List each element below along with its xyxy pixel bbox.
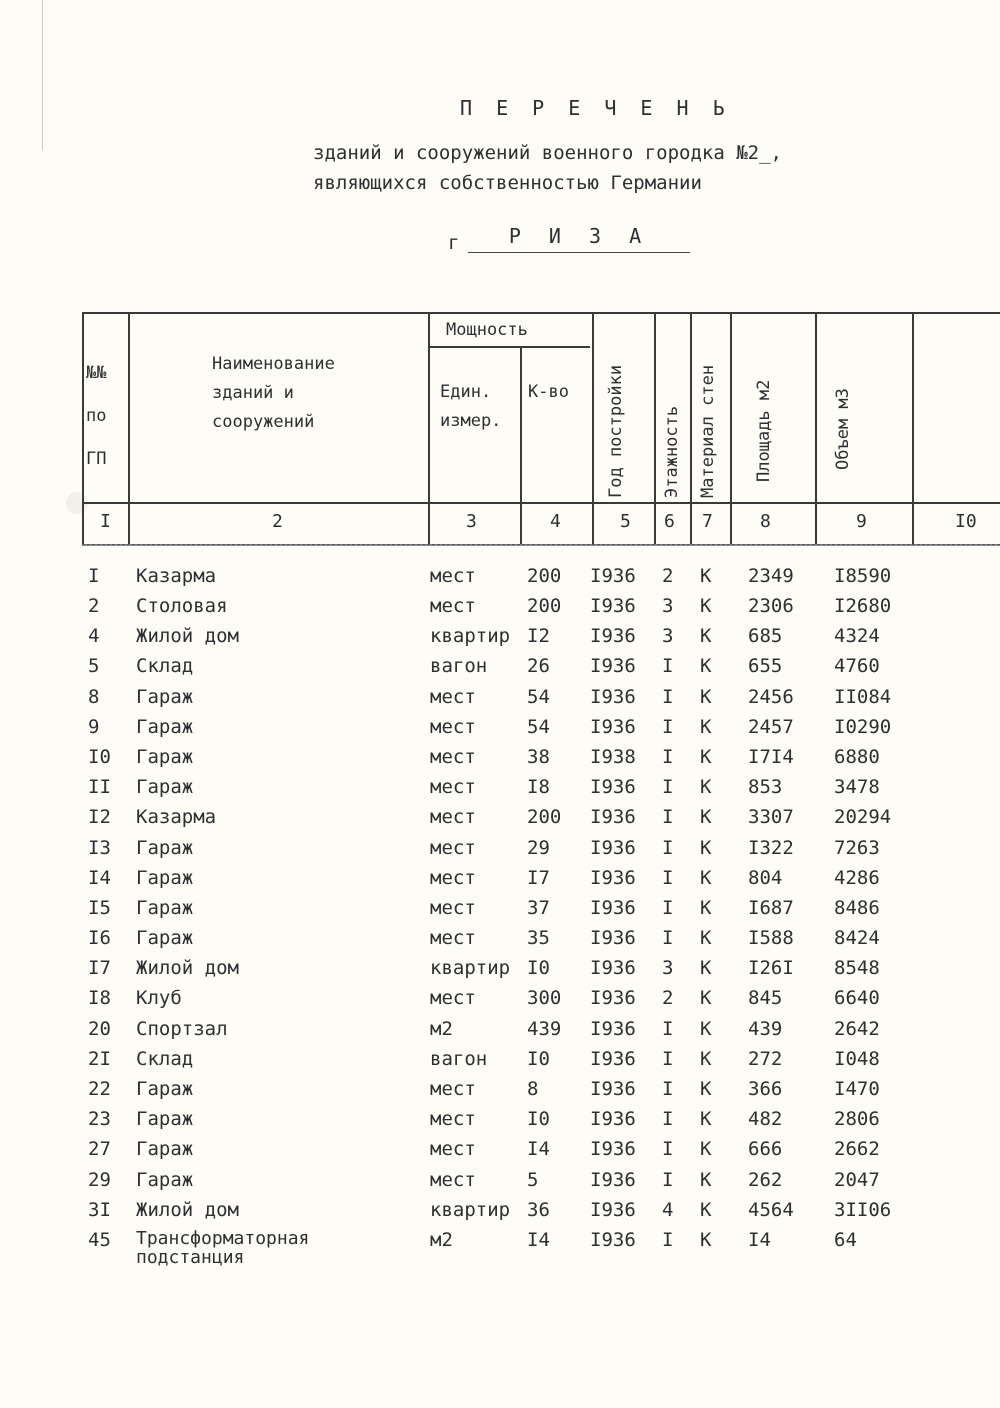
table-row <box>0 1138 1000 1168</box>
row-floors: 3 <box>662 625 674 647</box>
row-year: I936 <box>590 1108 636 1130</box>
row-floors: I <box>662 1229 674 1251</box>
column-number: 8 <box>760 511 771 532</box>
table-row <box>0 1229 1000 1273</box>
row-floors: I <box>662 927 674 949</box>
row-floors: I <box>662 776 674 798</box>
row-name-line2: подстанция <box>136 1247 245 1268</box>
row-area: 666 <box>748 1138 783 1160</box>
row-floors: I <box>662 806 674 828</box>
row-year: I936 <box>590 806 636 828</box>
table-row <box>0 595 1000 625</box>
row-volume: 64 <box>834 1229 857 1251</box>
row-name: Гараж <box>136 776 194 798</box>
table-row <box>0 867 1000 897</box>
row-name: Гараж <box>136 686 194 708</box>
row-volume: 8424 <box>834 927 880 949</box>
row-floors: 2 <box>662 987 674 1009</box>
row-qty: 36 <box>527 1199 550 1221</box>
row-floors: 4 <box>662 1199 674 1221</box>
row-floors: 3 <box>662 595 674 617</box>
table-row <box>0 806 1000 836</box>
row-area: 2349 <box>748 565 794 587</box>
column-number: 9 <box>856 511 867 532</box>
margin-line <box>42 0 43 150</box>
table-row <box>0 1199 1000 1229</box>
row-material: К <box>700 1078 712 1100</box>
header-col3: Един. измер. <box>440 382 502 431</box>
row-qty: 8 <box>527 1078 539 1100</box>
row-volume: I470 <box>834 1078 880 1100</box>
row-number: II <box>88 776 111 798</box>
column-number: 6 <box>664 511 675 532</box>
row-number: 29 <box>88 1169 111 1191</box>
row-year: I936 <box>590 1138 636 1160</box>
row-area: I26I <box>748 957 794 979</box>
table-row <box>0 1078 1000 1108</box>
row-material: К <box>700 565 712 587</box>
header-col1: №№ по ГП <box>86 363 107 469</box>
row-floors: I <box>662 686 674 708</box>
row-material: К <box>700 1229 712 1251</box>
row-qty: 5 <box>527 1169 539 1191</box>
row-volume: I048 <box>834 1048 880 1070</box>
document-subtitle-line1: зданий и сооружений военного городка №2_, <box>313 142 782 164</box>
row-material: К <box>700 746 712 768</box>
row-unit: м2 <box>430 1018 453 1040</box>
row-number: I7 <box>88 957 111 979</box>
row-floors: I <box>662 897 674 919</box>
row-volume: 6880 <box>834 746 880 768</box>
column-number: I <box>100 511 111 532</box>
row-volume: 8486 <box>834 897 880 919</box>
row-qty: 35 <box>527 927 550 949</box>
row-number: I2 <box>88 806 111 828</box>
row-qty: I8 <box>527 776 550 798</box>
row-volume: I0290 <box>834 716 892 738</box>
row-unit: мест <box>430 565 476 587</box>
row-material: К <box>700 837 712 859</box>
column-number: 5 <box>620 511 631 532</box>
row-number: I5 <box>88 897 111 919</box>
city-prefix: г <box>448 232 460 254</box>
row-volume: 3478 <box>834 776 880 798</box>
row-floors: I <box>662 1108 674 1130</box>
header-col9: Объем м3 <box>833 388 853 470</box>
row-floors: I <box>662 746 674 768</box>
row-volume: 2642 <box>834 1018 880 1040</box>
row-qty: 37 <box>527 897 550 919</box>
row-area: 482 <box>748 1108 783 1130</box>
row-year: I936 <box>590 867 636 889</box>
row-year: I936 <box>590 655 636 677</box>
row-number: 22 <box>88 1078 111 1100</box>
row-unit: мест <box>430 927 476 949</box>
row-year: I936 <box>590 1229 636 1251</box>
row-name: Жилой дом <box>136 1199 239 1221</box>
row-name: Склад <box>136 655 194 677</box>
row-material: К <box>700 686 712 708</box>
row-material: К <box>700 1108 712 1130</box>
row-unit: мест <box>430 1138 476 1160</box>
document-subtitle-line2: являющихся собственностью Германии <box>313 172 702 194</box>
row-year: I936 <box>590 1199 636 1221</box>
table-row <box>0 837 1000 867</box>
row-year: I936 <box>590 927 636 949</box>
table-row <box>0 746 1000 776</box>
row-name: Казарма <box>136 806 217 828</box>
column-number: 3 <box>466 511 477 532</box>
row-material: К <box>700 1018 712 1040</box>
row-material: К <box>700 1048 712 1070</box>
row-area: 685 <box>748 625 783 647</box>
table-row <box>0 655 1000 685</box>
row-unit: мест <box>430 1108 476 1130</box>
row-year: I936 <box>590 837 636 859</box>
row-unit: мест <box>430 746 476 768</box>
row-year: I938 <box>590 746 636 768</box>
row-year: I936 <box>590 625 636 647</box>
row-volume: 6640 <box>834 987 880 1009</box>
row-year: I936 <box>590 987 636 1009</box>
row-area: 439 <box>748 1018 783 1040</box>
row-qty: 200 <box>527 565 562 587</box>
row-year: I936 <box>590 1018 636 1040</box>
header-power: Мощность <box>446 320 528 340</box>
table-row <box>0 1048 1000 1078</box>
table-row <box>0 625 1000 655</box>
row-volume: I8590 <box>834 565 892 587</box>
row-number: I6 <box>88 927 111 949</box>
table-row <box>0 1108 1000 1138</box>
table-row <box>0 716 1000 746</box>
row-number: 45 <box>88 1229 111 1251</box>
row-number: I3 <box>88 837 111 859</box>
row-qty: 54 <box>527 716 550 738</box>
row-qty: I2 <box>527 625 550 647</box>
row-qty: 26 <box>527 655 550 677</box>
row-number: 5 <box>88 655 100 677</box>
row-year: I936 <box>590 565 636 587</box>
row-volume: 2662 <box>834 1138 880 1160</box>
row-year: I936 <box>590 1048 636 1070</box>
row-qty: I4 <box>527 1229 550 1251</box>
row-material: К <box>700 776 712 798</box>
row-volume: 3II06 <box>834 1199 892 1221</box>
row-area: 655 <box>748 655 783 677</box>
row-material: К <box>700 625 712 647</box>
row-number: 23 <box>88 1108 111 1130</box>
row-year: I936 <box>590 1169 636 1191</box>
row-name: Гараж <box>136 746 194 768</box>
row-volume: 2047 <box>834 1169 880 1191</box>
row-unit: мест <box>430 897 476 919</box>
row-name: Жилой дом <box>136 957 239 979</box>
row-volume: I2680 <box>834 595 892 617</box>
row-area: 272 <box>748 1048 783 1070</box>
row-year: I936 <box>590 716 636 738</box>
row-material: К <box>700 595 712 617</box>
row-year: I936 <box>590 595 636 617</box>
row-unit: вагон <box>430 655 488 677</box>
row-year: I936 <box>590 897 636 919</box>
row-unit: квартир <box>430 625 511 647</box>
row-floors: I <box>662 1048 674 1070</box>
row-qty: 38 <box>527 746 550 768</box>
header-col4: К-во <box>528 382 569 402</box>
city-name: Р И З А <box>468 224 690 253</box>
row-area: 2306 <box>748 595 794 617</box>
row-qty: 54 <box>527 686 550 708</box>
row-area: 845 <box>748 987 783 1009</box>
row-material: К <box>700 1169 712 1191</box>
row-unit: мест <box>430 837 476 859</box>
row-material: К <box>700 927 712 949</box>
row-qty: I7 <box>527 867 550 889</box>
row-volume: 4324 <box>834 625 880 647</box>
row-floors: I <box>662 867 674 889</box>
row-name: Гараж <box>136 867 194 889</box>
row-volume: 4760 <box>834 655 880 677</box>
row-name: Гараж <box>136 1169 194 1191</box>
row-area: I7I4 <box>748 746 794 768</box>
table-row <box>0 686 1000 716</box>
column-number: 7 <box>702 511 713 532</box>
row-area: 3307 <box>748 806 794 828</box>
row-qty: 200 <box>527 806 562 828</box>
row-floors: I <box>662 1078 674 1100</box>
row-qty: I0 <box>527 1108 550 1130</box>
row-number: 20 <box>88 1018 111 1040</box>
table-row <box>0 957 1000 987</box>
row-volume: 4286 <box>834 867 880 889</box>
row-volume: 20294 <box>834 806 892 828</box>
table-row <box>0 987 1000 1017</box>
row-number: 2I <box>88 1048 111 1070</box>
row-number: 3I <box>88 1199 111 1221</box>
table-row <box>0 776 1000 806</box>
row-name-line1: Трансформаторная <box>136 1228 310 1249</box>
row-name: Гараж <box>136 927 194 949</box>
row-unit: мест <box>430 686 476 708</box>
row-material: К <box>700 1138 712 1160</box>
row-area: I588 <box>748 927 794 949</box>
row-area: I687 <box>748 897 794 919</box>
row-qty: 439 <box>527 1018 562 1040</box>
row-floors: I <box>662 837 674 859</box>
row-name: Гараж <box>136 1108 194 1130</box>
row-material: К <box>700 867 712 889</box>
row-area: I322 <box>748 837 794 859</box>
row-qty: I0 <box>527 1048 550 1070</box>
row-unit: мест <box>430 867 476 889</box>
row-name: Клуб <box>136 987 182 1009</box>
row-number: 4 <box>88 625 100 647</box>
row-unit: вагон <box>430 1048 488 1070</box>
row-qty: 29 <box>527 837 550 859</box>
row-area: 2456 <box>748 686 794 708</box>
row-name: Гараж <box>136 716 194 738</box>
row-unit: мест <box>430 776 476 798</box>
row-area: 2457 <box>748 716 794 738</box>
row-area: 4564 <box>748 1199 794 1221</box>
row-unit: мест <box>430 716 476 738</box>
row-name: Спортзал <box>136 1018 228 1040</box>
row-material: К <box>700 1199 712 1221</box>
row-name: Жилой дом <box>136 625 239 647</box>
row-material: К <box>700 897 712 919</box>
row-name: Столовая <box>136 595 228 617</box>
column-number: 2 <box>272 511 283 532</box>
row-name: Гараж <box>136 837 194 859</box>
document-title: П Е Р Е Ч Е Н Ь <box>460 96 731 120</box>
row-area: I4 <box>748 1229 771 1251</box>
row-material: К <box>700 806 712 828</box>
row-number: I <box>88 565 100 587</box>
row-number: 8 <box>88 686 100 708</box>
row-name: Гараж <box>136 1078 194 1100</box>
header-col7: Материал стен <box>698 364 718 498</box>
table-row <box>0 1018 1000 1048</box>
row-floors: 3 <box>662 957 674 979</box>
row-unit: мест <box>430 595 476 617</box>
row-number: I8 <box>88 987 111 1009</box>
row-material: К <box>700 655 712 677</box>
row-number: 27 <box>88 1138 111 1160</box>
table-row <box>0 1169 1000 1199</box>
row-floors: 2 <box>662 565 674 587</box>
header-col5: Год постройки <box>606 364 626 498</box>
row-material: К <box>700 987 712 1009</box>
row-unit: квартир <box>430 957 511 979</box>
row-number: 2 <box>88 595 100 617</box>
column-number: 4 <box>550 511 561 532</box>
row-area: 853 <box>748 776 783 798</box>
table-row <box>0 565 1000 595</box>
row-number: 9 <box>88 716 100 738</box>
row-volume: 8548 <box>834 957 880 979</box>
row-qty: 200 <box>527 595 562 617</box>
row-area: 262 <box>748 1169 783 1191</box>
row-floors: I <box>662 1138 674 1160</box>
row-year: I936 <box>590 686 636 708</box>
row-unit: квартир <box>430 1199 511 1221</box>
row-unit: мест <box>430 806 476 828</box>
row-volume: 2806 <box>834 1108 880 1130</box>
row-area: 804 <box>748 867 783 889</box>
row-material: К <box>700 957 712 979</box>
header-col8: Площадь м2 <box>754 379 774 482</box>
row-name: Гараж <box>136 1138 194 1160</box>
row-name: Гараж <box>136 897 194 919</box>
row-year: I936 <box>590 776 636 798</box>
row-floors: I <box>662 1018 674 1040</box>
row-number: I4 <box>88 867 111 889</box>
table-row <box>0 897 1000 927</box>
row-volume: 7263 <box>834 837 880 859</box>
row-unit: м2 <box>430 1229 453 1251</box>
row-qty: I0 <box>527 957 550 979</box>
column-number: I0 <box>955 511 977 532</box>
row-floors: I <box>662 655 674 677</box>
row-name: Склад <box>136 1048 194 1070</box>
row-volume: II084 <box>834 686 892 708</box>
row-floors: I <box>662 716 674 738</box>
header-col6: Этажность <box>662 405 682 498</box>
row-unit: мест <box>430 987 476 1009</box>
row-year: I936 <box>590 957 636 979</box>
row-material: К <box>700 716 712 738</box>
row-qty: 300 <box>527 987 562 1009</box>
row-name: Казарма <box>136 565 217 587</box>
row-area: 366 <box>748 1078 783 1100</box>
row-unit: мест <box>430 1078 476 1100</box>
row-year: I936 <box>590 1078 636 1100</box>
table-row <box>0 927 1000 957</box>
row-qty: I4 <box>527 1138 550 1160</box>
header-col2: Наименование зданий и сооружений <box>212 354 335 432</box>
row-unit: мест <box>430 1169 476 1191</box>
row-floors: I <box>662 1169 674 1191</box>
row-number: I0 <box>88 746 111 768</box>
